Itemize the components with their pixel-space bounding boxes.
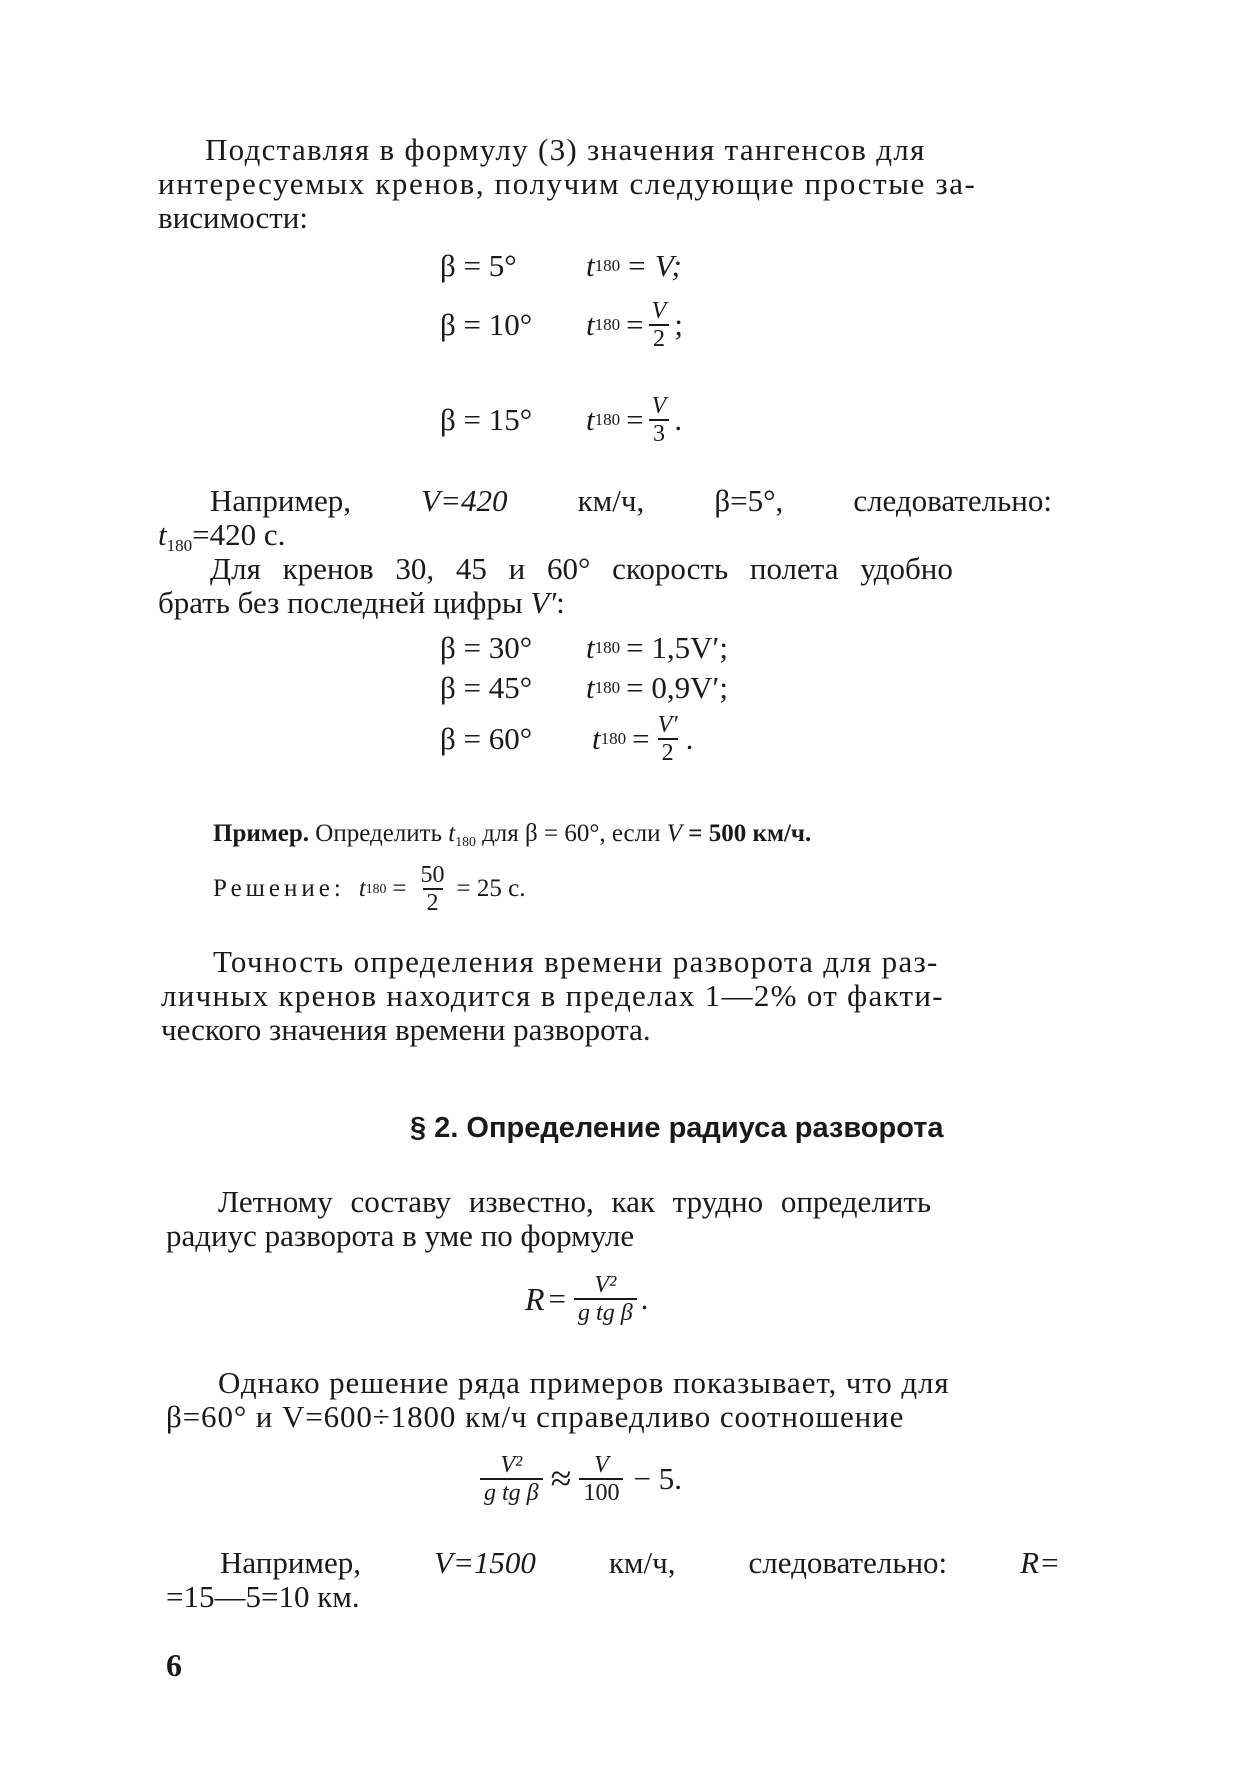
radius-symbol: R xyxy=(525,1280,545,1317)
solution-label: Решение: xyxy=(213,875,345,902)
example1-result: =420 с. xyxy=(192,517,286,552)
fraction-left xyxy=(480,1452,543,1506)
fraction-denominator: 100 xyxy=(579,1478,623,1506)
fraction-denominator: g tg β xyxy=(480,1478,543,1506)
formula-lhs: β = 60° xyxy=(440,721,533,756)
fraction-numerator: V′ xyxy=(657,712,678,738)
fraction-numerator: V² xyxy=(500,1452,523,1478)
formula-lhs: β = 10° xyxy=(440,307,533,342)
fraction xyxy=(648,393,671,447)
t-subscript: 180 xyxy=(455,833,476,849)
fraction-denominator: 2 xyxy=(649,324,669,352)
para3-line2: личных кренов находится в пределах 1—2% от факти- xyxy=(161,978,944,1013)
para3-line1: Точность определения времени разворота для раз- xyxy=(213,944,939,979)
t-symbol: t xyxy=(358,875,366,902)
example1-unit: км/ч, xyxy=(577,483,645,518)
formula-tail: . xyxy=(674,402,683,437)
para4-line2: радиус разворота в уме по формуле xyxy=(166,1218,635,1253)
equals-sign: = xyxy=(632,721,650,756)
formula-beta-15 xyxy=(440,393,682,447)
example2-line2: =15—5=10 км. xyxy=(166,1579,360,1614)
sample-text-a: Определить xyxy=(309,820,449,847)
fraction xyxy=(574,1272,637,1326)
t-symbol: t xyxy=(586,307,595,342)
t-symbol: t xyxy=(448,820,456,847)
formula-rhs xyxy=(586,670,728,706)
example1-word1: Например, xyxy=(210,483,352,518)
fraction-numerator: V² xyxy=(594,1272,617,1298)
formula-beta-45 xyxy=(440,670,728,706)
fraction xyxy=(648,298,671,352)
para4-line1 xyxy=(218,1185,1060,1219)
formula-rhs xyxy=(586,630,728,666)
sample-text-c: = 500 км/ч. xyxy=(682,820,812,847)
formula-beta-60 xyxy=(440,712,693,766)
example1-therefore: следовательно: xyxy=(853,483,1052,518)
formula-rhs xyxy=(586,248,682,284)
example2-line1 xyxy=(220,1546,1060,1580)
example2-velocity: V=1500 xyxy=(434,1545,536,1580)
formula-rhs-value: = 0,9V′; xyxy=(626,670,728,705)
para2-line1-text: Для кренов 30, 45 и 60° скорость полета удобно xyxy=(210,551,953,586)
equals-sign: = xyxy=(626,402,644,437)
v-symbol: V xyxy=(666,820,683,847)
t-subscript: 180 xyxy=(594,678,621,697)
para5-line1: Однако решение ряда примеров показывает, что для xyxy=(218,1365,950,1400)
example2-unit: км/ч, xyxy=(608,1545,676,1580)
sample-label: Пример. xyxy=(213,820,310,847)
example2-therefore: следовательно: xyxy=(748,1545,948,1580)
para2-line2 xyxy=(158,586,565,620)
sample-solution xyxy=(213,862,525,916)
para3-line3: ческого значения времени разворота. xyxy=(161,1012,651,1047)
para2-line2-text: брать без последней цифры xyxy=(158,585,531,620)
approx-sign: ≈ xyxy=(550,1458,572,1500)
formula-lhs: β = 30° xyxy=(440,630,533,665)
formula-rhs xyxy=(592,712,693,766)
formula-rhs xyxy=(586,298,683,352)
para1-line2: интересуемых кренов, получим следующие простые за- xyxy=(158,166,977,201)
para4-line1-text: Летному составу известно, как трудно определить xyxy=(218,1184,932,1219)
para1-line1-text: Подставляя в формулу (3) значения тангенсов для xyxy=(205,132,926,167)
formula-rhs-value: = V; xyxy=(626,248,682,283)
para2-line1 xyxy=(210,552,1052,586)
para5-line2: β=60° и V=600÷1800 км/ч справедливо соотношение xyxy=(166,1399,905,1434)
formula-beta-30 xyxy=(440,630,728,666)
formula-approximation xyxy=(476,1452,682,1506)
formula-tail: ; xyxy=(674,307,683,342)
t-subscript: 180 xyxy=(594,256,621,275)
fraction-right xyxy=(579,1452,623,1506)
example2-word1: Например, xyxy=(220,1545,362,1580)
formula-rhs xyxy=(586,393,682,447)
formula-beta-5 xyxy=(440,248,682,284)
page-number: 6 xyxy=(166,1647,182,1683)
formula-radius xyxy=(525,1272,648,1326)
fraction-denominator: 3 xyxy=(649,419,669,447)
t-subscript: 180 xyxy=(594,315,621,334)
t-subscript: 180 xyxy=(594,410,621,429)
example1-bank: β=5°, xyxy=(714,483,784,518)
v-prime-symbol: V′ xyxy=(530,585,557,620)
para1-line1 xyxy=(205,133,1045,167)
fraction-denominator: g tg β xyxy=(574,1298,637,1326)
t-subscript: 180 xyxy=(365,881,387,896)
fraction-numerator: V xyxy=(651,298,667,324)
solution-result: = 25 с. xyxy=(456,875,526,902)
formula-rhs-value: = 1,5V′; xyxy=(626,630,728,665)
formula-tail: . xyxy=(640,1281,649,1316)
t-subscript: 180 xyxy=(166,535,193,555)
t-subscript: 180 xyxy=(600,729,627,748)
fraction-numerator: V xyxy=(594,1452,609,1478)
formula-tail: . xyxy=(685,721,694,756)
t-symbol: t xyxy=(586,630,595,665)
t-symbol: t xyxy=(158,517,167,552)
formula-lhs: β = 45° xyxy=(440,670,533,705)
equals-sign: = xyxy=(548,1281,567,1316)
formula-tail: − 5. xyxy=(633,1461,682,1496)
para2-colon: : xyxy=(556,585,565,620)
fraction-numerator: V xyxy=(651,393,667,419)
fraction-denominator: 2 xyxy=(423,888,443,916)
formula-lhs: β = 15° xyxy=(440,402,533,437)
formula-beta-10 xyxy=(440,298,683,352)
example2-radius: R= xyxy=(1020,1545,1060,1580)
sample-text-b: для β = 60°, если xyxy=(475,820,667,847)
fraction-denominator: 2 xyxy=(658,738,678,766)
t-symbol: t xyxy=(586,670,595,705)
t-subscript: 180 xyxy=(594,638,621,657)
t-symbol: t xyxy=(586,402,595,437)
equals-sign: = xyxy=(626,307,644,342)
t-symbol: t xyxy=(592,721,601,756)
t-symbol: t xyxy=(586,248,595,283)
para1-line3: висимости: xyxy=(158,200,308,235)
section-heading: § 2. Определение радиуса разворота xyxy=(410,1112,944,1144)
fraction-numerator: 50 xyxy=(420,862,445,888)
example1-velocity: V=420 xyxy=(421,483,508,518)
example1-line1 xyxy=(210,484,1052,518)
fraction xyxy=(417,862,449,916)
fraction xyxy=(654,712,682,766)
formula-lhs: β = 5° xyxy=(440,248,517,283)
sample-problem xyxy=(213,817,811,859)
equals-sign: = xyxy=(392,875,407,902)
